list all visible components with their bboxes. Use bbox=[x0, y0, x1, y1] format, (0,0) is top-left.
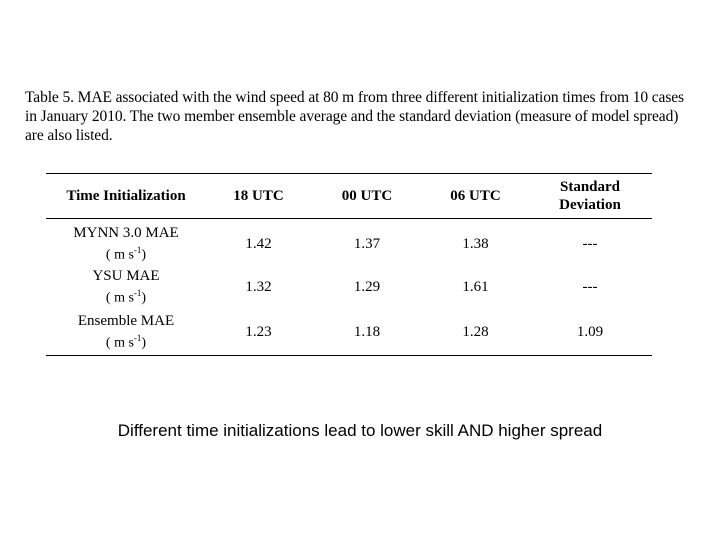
table-cell: 1.42 bbox=[245, 236, 272, 252]
header-standard-deviation: Standard Deviation bbox=[528, 174, 652, 219]
table-caption: Table 5. MAE associated with the wind speed at 80 m from three different initialization times from 10 cases in January 2010. The two member ensemble average and the standard deviation (measure of model spread) are also listed. bbox=[25, 89, 684, 144]
table-cell: 1.29 bbox=[353, 279, 381, 295]
table-cell: 1.38 bbox=[462, 236, 489, 252]
row-name: MYNN 3.0 MAE bbox=[73, 225, 179, 242]
table-cell: 1.23 bbox=[206, 309, 311, 356]
row-unit: ( m $s^{-1}$) bbox=[105, 332, 147, 351]
table-cell: --- bbox=[582, 236, 598, 252]
table-cell: 1.09 bbox=[528, 309, 652, 356]
row-name: YSU MAE bbox=[92, 268, 160, 285]
table-cell: 1.32 bbox=[245, 279, 272, 295]
table-row bbox=[46, 309, 652, 356]
table-cell: 1.18 bbox=[311, 309, 423, 356]
table-row bbox=[46, 266, 652, 309]
footer-note: Different time initializations lead to lower skill AND higher spread bbox=[117, 421, 603, 440]
row-unit: ( m $s^{-1}$) bbox=[105, 288, 147, 306]
table-cell: 1.28 bbox=[423, 309, 528, 356]
row-name: Ensemble MAE bbox=[77, 312, 175, 329]
header-time-initialization: Time Initialization bbox=[46, 174, 206, 219]
table-row bbox=[46, 219, 652, 267]
row-label bbox=[46, 219, 206, 267]
mae-table bbox=[46, 173, 652, 356]
table-cell: 1.61 bbox=[462, 279, 489, 295]
table-cell: --- bbox=[582, 279, 598, 295]
table-cell: 1.37 bbox=[353, 236, 381, 252]
row-label bbox=[46, 266, 206, 309]
header-00utc: 00 UTC bbox=[311, 174, 423, 219]
row-unit: ( m $s^{-1}$) bbox=[105, 245, 147, 263]
header-row bbox=[46, 174, 652, 219]
row-label bbox=[46, 309, 206, 356]
header-18utc: 18 UTC bbox=[206, 174, 311, 219]
header-06utc: 06 UTC bbox=[423, 174, 528, 219]
